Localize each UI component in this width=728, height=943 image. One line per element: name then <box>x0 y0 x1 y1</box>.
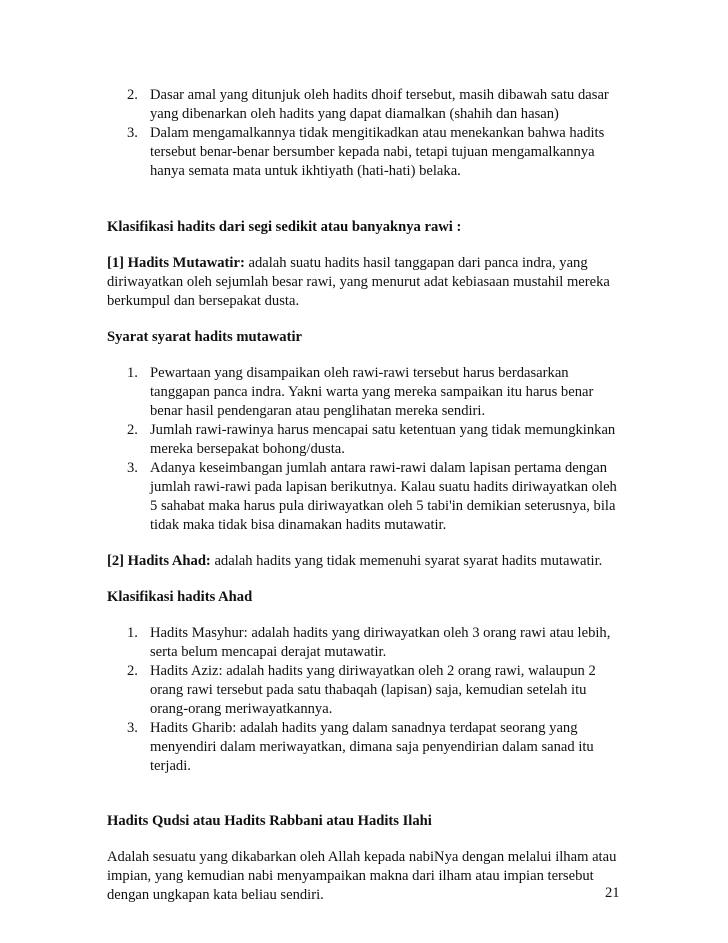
list-text: Hadits Gharib: adalah hadits yang dalam sanadnya terdapat seorang yang menyendiri dalam meriwayatkan, dimana saja penyendirian dalam sanad itu terjadi. <box>150 720 594 774</box>
list-text: Pewartaan yang disampaikan oleh rawi-rawi tersebut harus berdasarkan tanggapan panca indra. Yakni warta yang mereka sampaikan itu harus benar benar hasil pendengaran atau penglihatan mereka sendiri. <box>150 365 594 419</box>
top-list <box>107 86 627 181</box>
term-ahad: [2] Hadits Ahad: <box>107 553 211 569</box>
definition-ahad: adalah hadits yang tidak memenuhi syarat syarat hadits mutawatir. <box>210 553 603 569</box>
list-number: 1. <box>127 365 138 381</box>
list-text: Dasar amal yang ditunjuk oleh hadits dhoif tersebut, masih dibawah satu dasar yang dibenarkan oleh hadits yang dapat diamalkan (shahih dan hasan) <box>150 87 609 122</box>
definition-mutawatir: adalah suatu hadits hasil tanggapan dari panca indra, yang diriwayatkan oleh sejumlah besar rawi, yang menurut adat kebiasaan mustahil mereka berkumpul dan bersepakat dusta. <box>107 255 610 309</box>
list-item <box>107 86 627 124</box>
list-item <box>107 459 627 535</box>
heading-klasifikasi-ahad: Klasifikasi hadits Ahad <box>107 589 253 605</box>
page-number: 21 <box>605 885 620 901</box>
syarat-list <box>107 364 627 535</box>
term-mutawatir: [1] Hadits Mutawatir: <box>107 255 245 271</box>
list-text: Dalam mengamalkannya tidak mengitikadkan atau menekankan bahwa hadits tersebut benar-benar bersumber kepada nabi, tetapi tujuan mengamalkannya hanya semata mata untuk ikhtiyath (hati-hati) belaka. <box>150 125 605 179</box>
paragraph-ahad <box>107 552 627 571</box>
heading-syarat: Syarat syarat hadits mutawatir <box>107 329 302 345</box>
list-item <box>107 662 627 719</box>
list-number: 2. <box>127 663 138 679</box>
list-number: 3. <box>127 460 138 476</box>
list-text: Adanya keseimbangan jumlah antara rawi-rawi dalam lapisan pertama dengan jumlah rawi-rawi pada lapisan berikutnya. Kalau suatu hadits diriwayatkan oleh 5 sahabat maka harus pula diriwayatkan oleh 5 tabi'in demikian seterusnya, bila tidak maka tidak bisa dinamakan hadits mutawatir. <box>150 460 617 533</box>
document-page <box>107 86 627 905</box>
list-text: Hadits Aziz: adalah hadits yang diriwayatkan oleh 2 orang rawi, walaupun 2 orang rawi tersebut pada satu thabaqah (lapisan) saja, kemudian setelah itu orang-orang meriwayatkannya. <box>150 663 596 717</box>
list-item <box>107 364 627 421</box>
list-number: 1. <box>127 625 138 641</box>
ahad-list <box>107 624 627 776</box>
list-number: 2. <box>127 87 138 103</box>
list-number: 2. <box>127 422 138 438</box>
list-text: Jumlah rawi-rawinya harus mencapai satu ketentuan yang tidak memungkinkan mereka bersepakat bohong/dusta. <box>150 422 616 457</box>
list-item <box>107 124 627 181</box>
paragraph-qudsi: Adalah sesuatu yang dikabarkan oleh Allah kepada nabiNya dengan melalui ilham atau impian, yang kemudian nabi menyampaikan makna dari ilham atau impian tersebut dengan ungkapan kata beliau sendiri. <box>107 849 617 903</box>
list-item <box>107 421 627 459</box>
list-number: 3. <box>127 125 138 141</box>
heading-klasifikasi-rawi: Klasifikasi hadits dari segi sedikit atau banyaknya rawi : <box>107 219 462 235</box>
list-item <box>107 624 627 662</box>
list-text: Hadits Masyhur: adalah hadits yang diriwayatkan oleh 3 orang rawi atau lebih, serta belum mencapai derajat mutawatir. <box>150 625 611 660</box>
list-number: 3. <box>127 720 138 736</box>
list-item <box>107 719 627 776</box>
heading-qudsi: Hadits Qudsi atau Hadits Rabbani atau Hadits Ilahi <box>107 813 432 829</box>
paragraph-mutawatir <box>107 254 627 311</box>
